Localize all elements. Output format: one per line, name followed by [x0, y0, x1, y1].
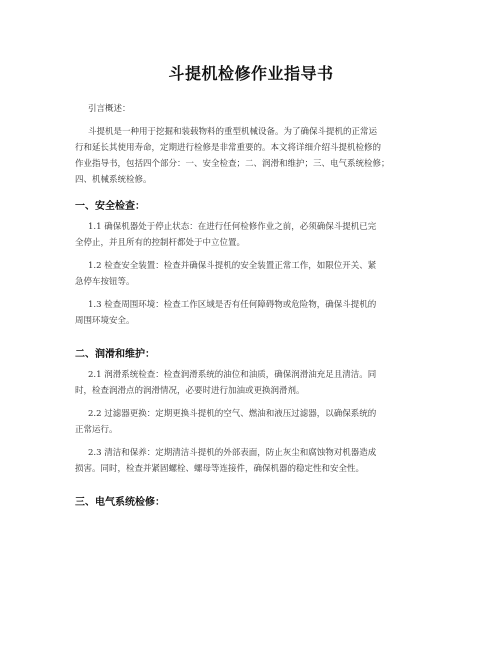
paragraph-line: 周围环境安全。	[75, 316, 135, 326]
paragraph-line: 2.2 过滤器更换：定期更换斗提机的空气、燃油和液压过滤器，以确保系统的	[88, 409, 377, 419]
section-heading: 三、电气系统检修：	[75, 497, 165, 508]
paragraph-line: 损害。同时，检查并紧固螺栓、螺母等连接件，确保机器的稳定性和安全性。	[75, 464, 365, 474]
paragraph-line: 时，检查润滑点的润滑情况，必要时进行加油或更换润滑剂。	[75, 386, 305, 396]
intro-label: 引言概述：	[88, 104, 131, 114]
intro-line: 四、机械系统检修。	[75, 175, 152, 185]
section-heading: 二、润滑和维护：	[75, 349, 155, 360]
section-heading: 一、安全检查：	[75, 201, 145, 212]
intro-line: 斗提机是一种用于挖掘和装载物料的重型机械设备。为了确保斗提机的正常运	[88, 127, 378, 137]
paragraph-line: 1.3 检查周围环境：检查工作区域是否有任何障碍物或危险物，确保斗提机的	[88, 300, 377, 310]
paragraph-line: 急停车按钮等。	[75, 277, 135, 287]
paragraph-line: 1.2 检查安全装置：检查并确保斗提机的安全装置正常工作，如限位开关、紧	[88, 261, 377, 271]
intro-line: 行和延长其使用寿命，定期进行检修是非常重要的。本文将详细介绍斗提机检修的	[75, 143, 382, 153]
paragraph-line: 1.1 确保机器处于停止状态：在进行任何检修作业之前，必须确保斗提机已完	[88, 222, 377, 232]
paragraph-line: 正常运行。	[75, 425, 118, 435]
paragraph-line: 全停止，并且所有的控制杆都处于中立位置。	[75, 238, 246, 248]
paragraph-line: 2.3 清洁和保养：定期清洁斗提机的外部表面，防止灰尘和腐蚀物对机器造成	[88, 448, 377, 458]
document-title: 斗提机检修作业指导书	[168, 64, 334, 83]
intro-line: 作业指导书，包括四个部分：一、安全检查；二、润滑和维护；三、电气系统检修；	[75, 159, 390, 169]
paragraph-line: 2.1 润滑系统检查：检查润滑系统的油位和油质，确保润滑油充足且清洁。同	[88, 370, 377, 380]
